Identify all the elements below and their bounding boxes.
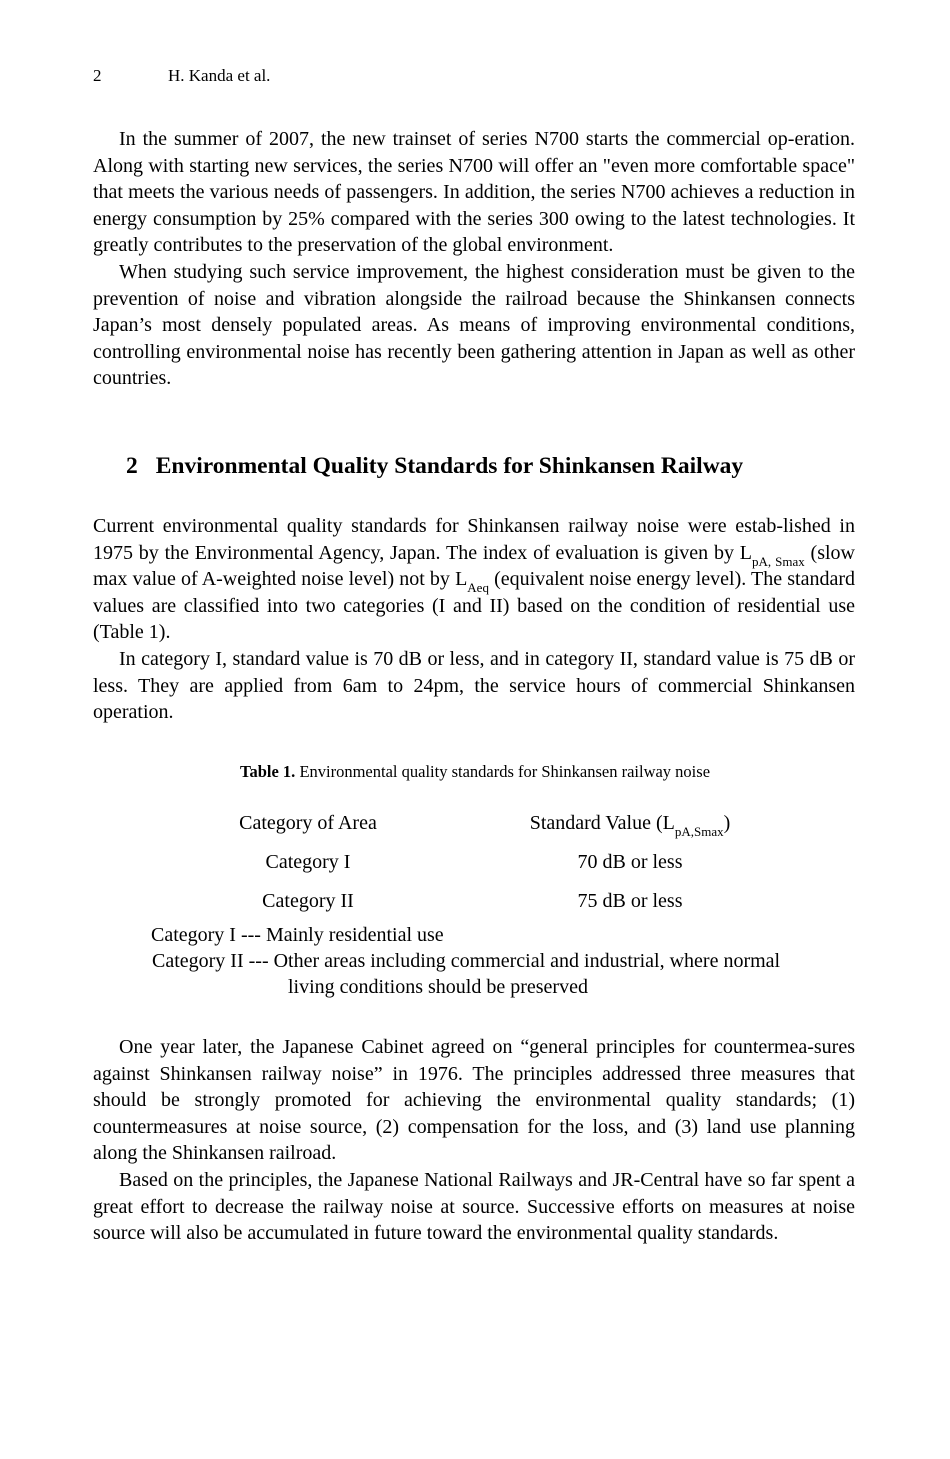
table-note-2-continued: living conditions should be preserved: [288, 976, 588, 998]
intro-text: [93, 126, 855, 392]
para1-text-b: (slow max value of A-weighted noise level) not by L: [93, 541, 855, 591]
para1-text-a: Current environmental quality standards for Shinkansen railway noise were estab-lished in 1975 by the Environmental Agency, Japan. The index of evaluation is given by L: [93, 515, 855, 564]
section-paragraph-1: [93, 513, 855, 646]
header-value-subscript: pA,Smax: [674, 824, 724, 839]
intro-paragraph-2: When studying such service improvement, the highest consideration must be given to the prevention of noise and vibration alongside the railroad because the Shinkansen connects Japan’s most densely populated areas. As means of improving environmental conditions, controlling environmental noise has recently been gathering attention in Japan as well as other countries.: [93, 260, 855, 390]
table-row-2-category: Category II: [262, 890, 354, 912]
table-header-category: Category of Area: [239, 812, 377, 834]
header-value-main: Standard Value (L: [529, 812, 675, 834]
table-note-2: Category II --- Other areas including commercial and industrial, where normal: [152, 950, 781, 972]
subscript-lpa-smax: pA, Smax: [751, 553, 805, 569]
subscript-aeq: Aeq: [467, 580, 489, 596]
para1-text-c: (equivalent noise energy level). The standard values are classified into two categories (I and II) based on the condition of residential use (Table 1).: [93, 568, 856, 644]
section-number: 2: [126, 453, 138, 479]
intro-paragraph-1: In the summer of 2007, the new trainset of series N700 starts the commercial op-eration. Along with starting new services, the series N700 will offer an "even more comfortable space" that meets the various needs of passengers. In addition, the series N700 achieves a reduction in energy consumption by 25% compared with the series 300 owing to the latest technologies. It greatly contributes to the preservation of the global environment.: [93, 128, 855, 257]
table-caption-label: Table 1.: [239, 762, 296, 781]
table-header-standard-value: [505, 812, 755, 839]
section-heading: [126, 453, 743, 480]
closing-paragraph-1: One year later, the Japanese Cabinet agreed on “general principles for countermea-sures against Shinkansen railway noise” in 1976. The principles addressed three measures that should be strongly promoted for achieving the environmental quality standards; (1) countermeasures at noise source, (2) compensation for the loss, and (3) land use planning along the Shinkansen railroad.: [93, 1036, 855, 1165]
table-note-1: Category I --- Mainly residential use: [151, 924, 444, 946]
header-value-close: ): [723, 812, 731, 834]
page-number: 2: [93, 66, 102, 85]
table-caption-text: Environmental quality standards for Shinkansen railway noise: [295, 762, 711, 781]
table-caption: [0, 762, 950, 782]
closing-paragraph-2: Based on the principles, the Japanese National Railways and JR-Central have so far spent a great effort to decrease the railway noise at source. Successive efforts on measures at noise source will also be accumulated in future toward the environmental quality standards.: [93, 1168, 855, 1245]
section-title: Environmental Quality Standards for Shinkansen Railway: [155, 453, 744, 479]
closing-text: [93, 1034, 855, 1247]
section-text: [93, 513, 855, 726]
running-head-authors: H. Kanda et al.: [168, 66, 271, 85]
table-row-2-value: 75 dB or less: [577, 890, 683, 912]
table-row-1-value: 70 dB or less: [577, 851, 683, 873]
table-row-1-category: Category I: [265, 851, 351, 873]
section-paragraph-2: In category I, standard value is 70 dB or less, and in category II, standard value is 75 dB or less. They are applied from 6am to 24pm, the service hours of commercial Shinkansen operation.: [93, 647, 855, 724]
